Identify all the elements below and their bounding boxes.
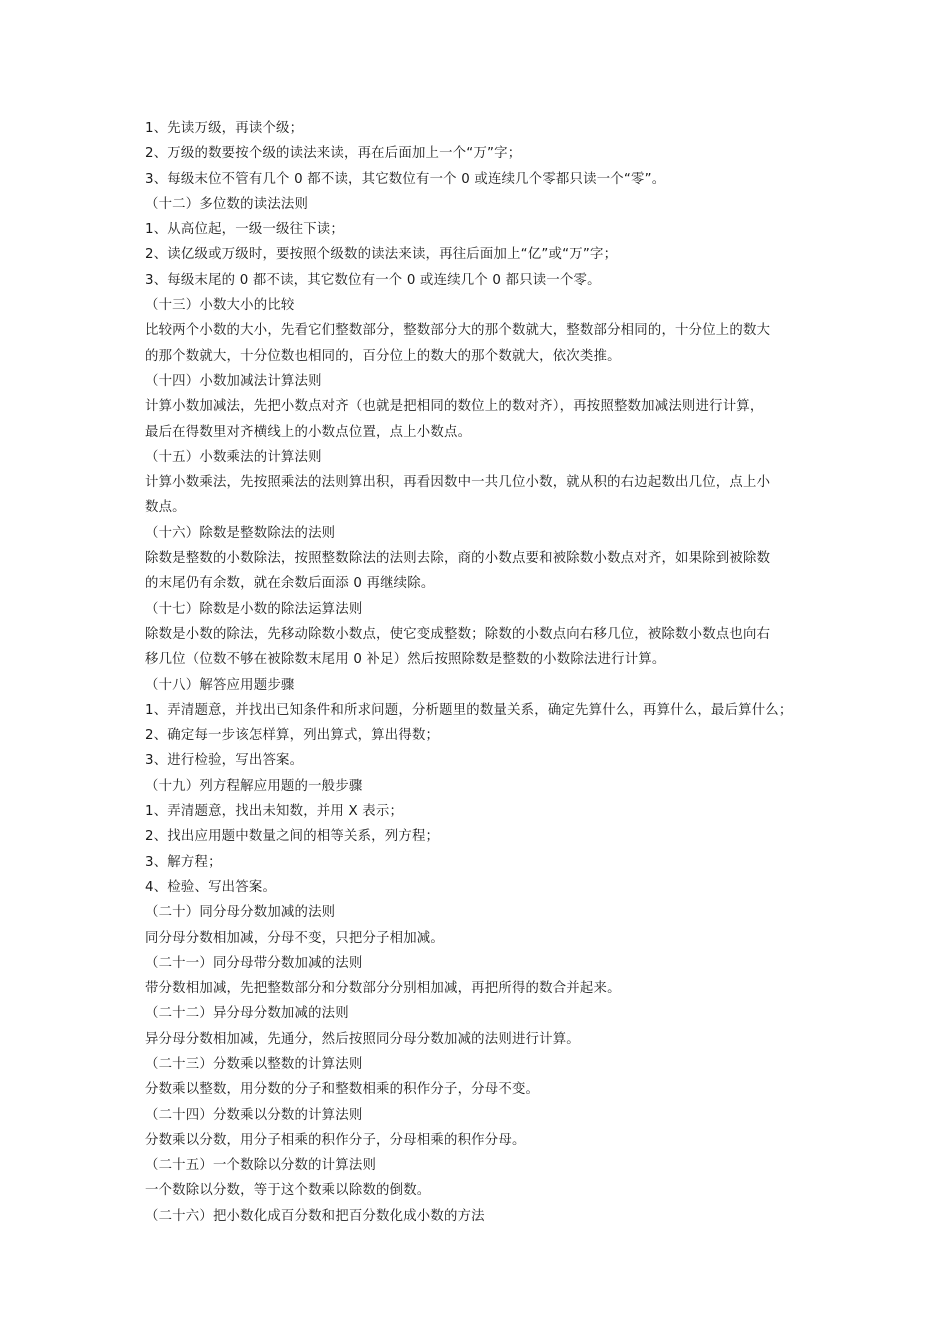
text-line: （二十三）分数乘以整数的计算法则 — [145, 1056, 363, 1072]
text-line: 分数乘以整数，用分数的分子和整数相乘的积作分子，分母不变。 — [145, 1082, 540, 1098]
text-line: 3、每级末位不管有几个 0 都不读，其它数位有一个 0 或连续几个零都只读一个“零”。 — [145, 171, 666, 187]
text-line: 同分母分数相加减，分母不变，只把分子相加减。 — [145, 930, 444, 946]
text-line: 一个数除以分数，等于这个数乘以除数的倒数。 — [145, 1183, 431, 1199]
text-line: （十六）除数是整数除法的法则 — [145, 525, 336, 541]
text-line: 异分母分数相加减，先通分，然后按照同分母分数加减的法则进行计算。 — [145, 1031, 580, 1047]
text-line: （二十）同分母分数加减的法则 — [145, 905, 336, 921]
text-line: （二十五）一个数除以分数的计算法则 — [145, 1158, 377, 1174]
text-line: 分数乘以分数，用分子相乘的积作分子，分母相乘的积作分母。 — [145, 1132, 526, 1148]
text-line: （十七）除数是小数的除法运算法则 — [145, 601, 363, 617]
text-line: 1、先读万级，再读个级； — [145, 121, 304, 136]
text-line: 1、弄清题意，并找出已知条件和所求问题，分析题里的数量关系，确定先算什么，再算什么，最后算什么； — [145, 702, 793, 718]
text-line: 3、解方程； — [145, 854, 222, 870]
text-line: 1、弄清题意，找出未知数，并用 X 表示； — [145, 804, 404, 820]
text-line: （十八）解答应用题步骤 — [145, 677, 295, 693]
text-line: 的末尾仍有余数，就在余数后面添 0 再继续除。 — [145, 576, 435, 592]
text-line: （十九）列方程解应用题的一般步骤 — [145, 778, 363, 794]
text-line: 带分数相加减，先把整数部分和分数部分分别相加减，再把所得的数合并起来。 — [145, 981, 621, 997]
text-line: （十四）小数加减法计算法则 — [145, 373, 322, 389]
text-line: （二十二）异分母分数加减的法则 — [145, 1006, 349, 1022]
text-line: 2、确定每一步该怎样算，列出算式，算出得数； — [145, 728, 440, 744]
text-line: （二十一）同分母带分数加减的法则 — [145, 955, 363, 971]
text-line: 数点。 — [145, 500, 186, 516]
text-line: 计算小数乘法，先按照乘法的法则算出积，再看因数中一共几位小数，就从积的右边起数出几位，点上小 — [145, 475, 771, 491]
text-line: 最后在得数里对齐横线上的小数点位置，点上小数点。 — [145, 424, 472, 440]
text-line: 比较两个小数的大小，先看它们整数部分，整数部分大的那个数就大，整数部分相同的，十分位上的数大 — [145, 323, 771, 339]
text-line: （十五）小数乘法的计算法则 — [145, 449, 322, 465]
text-line: 2、万级的数要按个级的读法来读，再在后面加上一个“万”字； — [145, 146, 522, 162]
text-line: 除数是整数的小数除法，按照整数除法的法则去除，商的小数点要和被除数小数点对齐，如果除到被除数 — [145, 551, 771, 567]
text-line: 除数是小数的除法，先移动除数小数点，使它变成整数；除数的小数点向右移几位，被除数小数点也向右 — [145, 626, 771, 642]
text-line: 1、从高位起，一级一级往下读； — [145, 222, 344, 238]
text-line: 移几位（位数不够在被除数末尾用 0 补足）然后按照除数是整数的小数除法进行计算。 — [145, 652, 666, 668]
text-line: 2、读亿级或万级时，要按照个级数的读法来读，再往后面加上“亿”或“万”字； — [145, 247, 618, 263]
text-line: 4、检验、写出答案。 — [145, 879, 277, 895]
text-line: （二十六）把小数化成百分数和把百分数化成小数的方法 — [145, 1208, 485, 1224]
text-line: （二十四）分数乘以分数的计算法则 — [145, 1107, 363, 1123]
text-line: 3、进行检验，写出答案。 — [145, 753, 304, 769]
text-line: 3、每级末尾的 0 都不读，其它数位有一个 0 或连续几个 0 都只读一个零。 — [145, 272, 601, 288]
text-line: （十二）多位数的读法法则 — [145, 196, 309, 212]
document-page — [145, 116, 810, 1229]
text-line: 2、找出应用题中数量之间的相等关系，列方程； — [145, 829, 440, 845]
text-line: （十三）小数大小的比较 — [145, 298, 295, 314]
text-line: 的那个数就大，十分位数也相同的，百分位上的数大的那个数就大，依次类推。 — [145, 348, 621, 364]
text-line: 计算小数加减法，先把小数点对齐（也就是把相同的数位上的数对齐），再按照整数加减法则进行计算， — [145, 399, 764, 415]
